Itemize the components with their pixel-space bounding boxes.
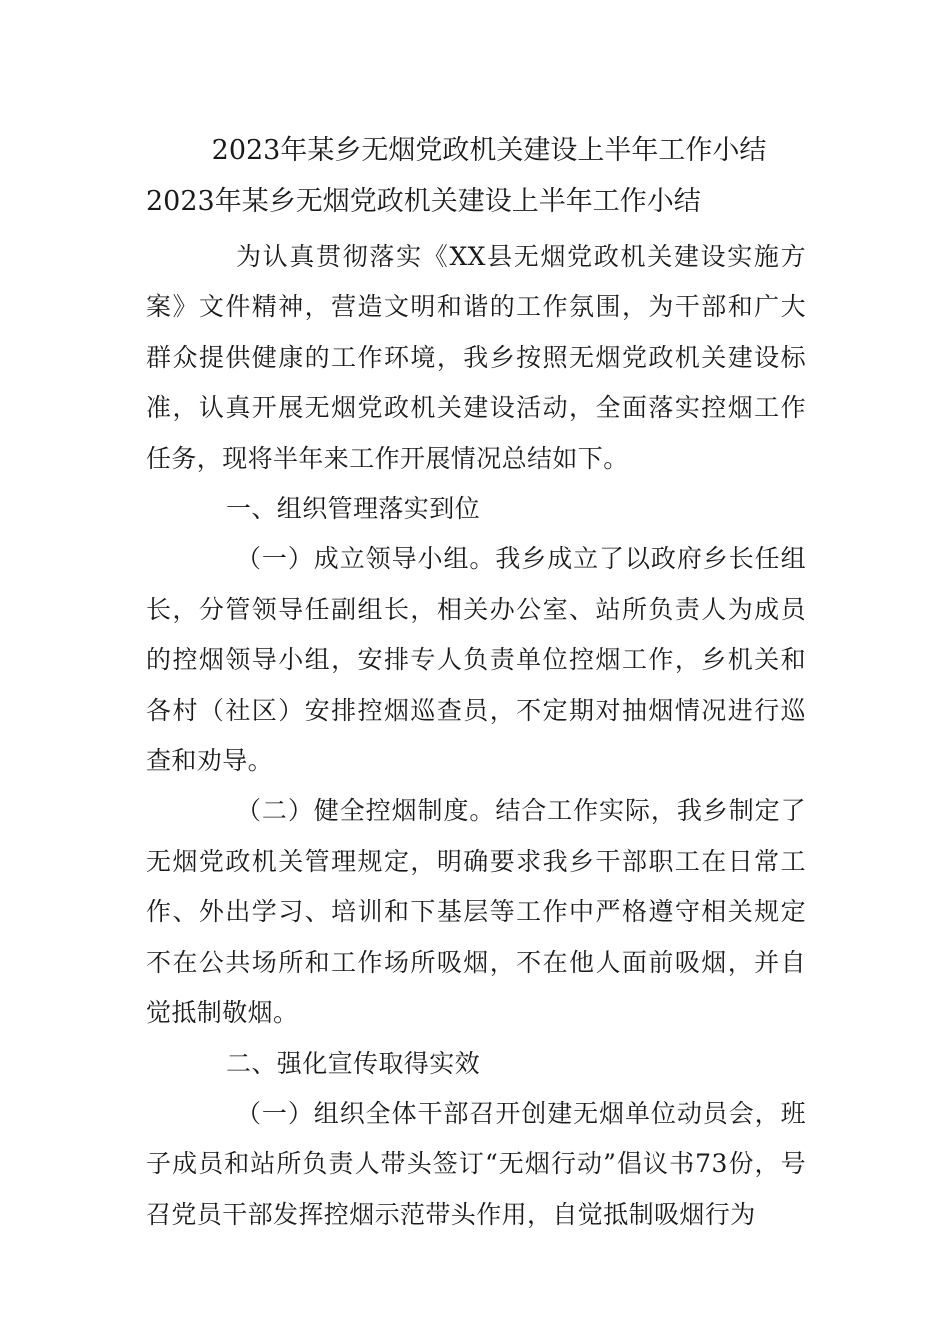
section-heading-2: 二、强化宣传取得实效 bbox=[226, 1048, 481, 1078]
section1-item1-paragraph: （一）成立领导小组。我乡成立了以政府乡长任组长，分管领导任副组长，相关办公室、站所负责人为成员的控烟领导小组，安排专人负责单位控烟工作，乡机关和各村（社区）安排控烟巡查员，不定期对抽烟情况进行巡查和劝导。 bbox=[146, 544, 806, 776]
document-body bbox=[146, 232, 806, 1240]
intro-paragraph: 为认真贯彻落实《XX县无烟党政机关建设实施方案》文件精神，营造文明和谐的工作氛围，为干部和广大群众提供健康的工作环境，我乡按照无烟党政机关建设标准，认真开展无烟党政机关建设活动，全面落实控烟工作任务，现将半年来工作开展情况总结如下。 bbox=[146, 242, 806, 473]
section1-item2-paragraph: （二）健全控烟制度。结合工作实际，我乡制定了无烟党政机关管理规定，明确要求我乡干部职工在日常工作、外出学习、培训和下基层等工作中严格遵守相关规定不在公共场所和工作场所吸烟，不在他人面前吸烟，并自觉抵制敬烟。 bbox=[146, 796, 806, 1028]
document-title: 2023年某乡无烟党政机关建设上半年工作小结 bbox=[211, 135, 767, 166]
section-heading-1: 一、组织管理落实到位 bbox=[226, 494, 481, 524]
section2-item1-paragraph: （一）组织全体干部召开创建无烟单位动员会，班子成员和站所负责人带头签订“无烟行动”倡议书73份，号召党员干部发挥控烟示范带头作用，自觉抵制吸烟行为 bbox=[146, 1098, 806, 1229]
document-subtitle: 2023年某乡无烟党政机关建设上半年工作小结 bbox=[146, 186, 701, 217]
